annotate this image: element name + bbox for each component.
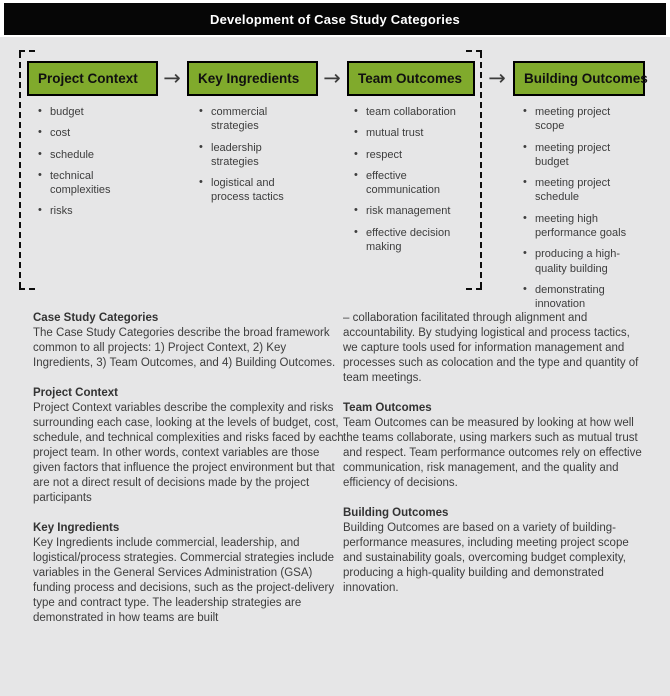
bullet-item: • team collaboration [352,105,468,119]
description-section-key-ingredients [33,521,345,626]
bullet-item: • mutual trust [352,126,468,140]
category-label: Key Ingredients [198,71,300,86]
bullet-item: • meeting project budget [521,141,627,170]
section-body: Team Outcomes can be measured by looking at how well the teams collaborate, using markers such as mutual trust and respect. Team performance outcomes rely on effective communication, risk management, and the quality and efficiency of decisions. [343,417,642,489]
category-box-key-ingredients [187,61,318,96]
section-body: – collaboration facilitated through alignment and accountability. By studying logistical and process tactics, we capture tools used for information management and processes such as colocation and the type and quantity of team meetings. [343,312,639,384]
dashed-frame-stub [19,50,35,52]
descriptions-left-column [33,311,345,641]
section-body: Key Ingredients include commercial, leadership, and logistical/process strategies. Commercial strategies include variables in the General Services Administration (GSA) funding process and decisions, such as the project-delivery type and contract type. The leadership strategies are demonstrated in how teams are built [33,537,335,624]
description-section-team-outcomes [343,401,643,491]
arrow-right-icon: → [163,66,181,90]
bullet-list-project-context [36,105,128,226]
bullet-item: • commercial strategies [197,105,293,134]
bullet-list-building-outcomes [521,105,627,319]
bullet-item: • budget [36,105,128,119]
bullet-item: • logistical and process tactics [197,176,293,205]
bullet-list-key-ingredients [197,105,293,212]
section-heading: Project Context [33,387,118,399]
bullet-item: • producing a high-quality building [521,247,627,276]
bullet-item: • cost [36,126,128,140]
bullet-item: • respect [352,148,468,162]
dashed-frame-stub [19,288,35,290]
category-box-project-context [27,61,158,96]
section-body: Project Context variables describe the complexity and risks surrounding each case, looking at the levels of budget, cost, schedule, and technical complexities and risks faced by each project team. In other words, context variables are those given factors that influence the project environment but that are not a direct result of decisions made by the project participants [33,402,344,504]
arrow-right-icon: → [323,66,341,90]
bullet-item: • meeting high performance goals [521,212,627,241]
bullet-item: • risks [36,204,128,218]
section-heading: Team Outcomes [343,402,432,414]
bullet-item: • effective decision making [352,226,468,255]
category-box-building-outcomes [513,61,648,96]
description-section-building-outcomes [343,506,643,596]
section-heading: Case Study Categories [33,312,159,324]
bullet-item: • technical complexities [36,169,128,198]
category-box-team-outcomes [347,61,475,96]
bullet-item: • risk management [352,204,468,218]
description-section-case-study-categories [33,311,345,371]
descriptions-right-column [343,311,643,611]
bullet-item: • schedule [36,148,128,162]
bullet-item: • meeting project scope [521,105,627,134]
bullet-list-team-outcomes [352,105,468,261]
bullet-item: • leadership strategies [197,141,293,170]
description-section-continuation [343,311,643,386]
section-body: Building Outcomes are based on a variety of building-performance measures, including meeting project scope and sustainability goals, overcoming budget complexity, producing a high-quality building and demonstrated innovation. [343,522,629,594]
category-label: Project Context [38,71,138,86]
category-label: Building Outcomes [524,71,648,86]
arrow-right-icon: → [488,66,506,90]
description-section-project-context [33,386,345,506]
dashed-frame-stub [466,288,482,290]
bullet-item: • meeting project schedule [521,176,627,205]
section-heading: Building Outcomes [343,507,449,519]
page-title: Development of Case Study Categories [210,11,460,27]
bullet-item: • demonstrating innovation [521,283,627,312]
header-bar [4,3,666,35]
section-heading: Key Ingredients [33,522,120,534]
bullet-item: • effective communication [352,169,468,198]
category-label: Team Outcomes [358,71,463,86]
section-body: The Case Study Categories describe the broad framework common to all projects: 1) Project Context, 2) Key Ingredients, 3) Team Outcomes, and 4) Building Outcomes. [33,327,336,369]
dashed-frame-stub [466,50,482,52]
